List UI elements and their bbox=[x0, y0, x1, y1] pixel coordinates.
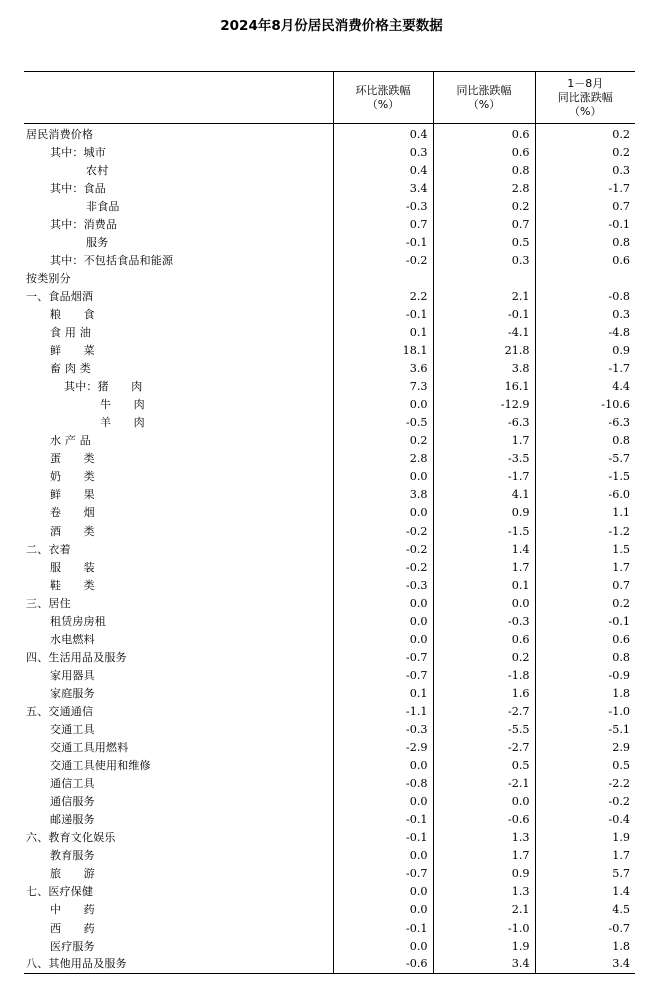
row-label: 按类别分 bbox=[26, 271, 71, 285]
cell-cumulative: 1.9 bbox=[535, 829, 635, 847]
table-row bbox=[24, 287, 635, 305]
cell-mom: -0.1 bbox=[333, 811, 433, 829]
table-row bbox=[24, 594, 635, 612]
cell-cumulative: 0.2 bbox=[535, 124, 635, 144]
row-label: 五、交通通信 bbox=[26, 704, 94, 718]
cell-cumulative: 0.8 bbox=[535, 233, 635, 251]
row-label: 八、其他用品及服务 bbox=[24, 955, 333, 973]
row-label: 教育服务 bbox=[50, 849, 95, 863]
cell-mom: -0.7 bbox=[333, 865, 433, 883]
cell-yoy: 0.6 bbox=[433, 143, 535, 161]
table-row bbox=[24, 360, 635, 378]
cell-yoy: 0.3 bbox=[433, 251, 535, 269]
table-row bbox=[24, 215, 635, 233]
row-label: 非食品 bbox=[86, 199, 120, 213]
table-row bbox=[24, 251, 635, 269]
cell-yoy: 0.2 bbox=[433, 648, 535, 666]
cell-yoy: -3.5 bbox=[433, 450, 535, 468]
cell-cumulative: -0.7 bbox=[535, 919, 635, 937]
row-label: 羊 肉 bbox=[100, 416, 145, 430]
cell-mom: 0.1 bbox=[333, 323, 433, 341]
row-label: 鲜 菜 bbox=[50, 344, 95, 358]
table-row bbox=[24, 576, 635, 594]
table-row bbox=[24, 558, 635, 576]
table-row bbox=[24, 468, 635, 486]
cell-mom: 0.1 bbox=[333, 684, 433, 702]
cell-mom: 0.0 bbox=[333, 883, 433, 901]
header-cumulative-unit: （%） bbox=[569, 104, 602, 118]
page-title: 2024年8月份居民消费价格主要数据 bbox=[220, 18, 443, 34]
cell-yoy: -1.0 bbox=[433, 919, 535, 937]
cell-cumulative: 4.5 bbox=[535, 901, 635, 919]
row-label: 食 用 油 bbox=[50, 325, 91, 339]
table-row bbox=[24, 486, 635, 504]
table-row bbox=[24, 233, 635, 251]
cell-cumulative: 5.7 bbox=[535, 865, 635, 883]
cell-mom: 0.2 bbox=[333, 432, 433, 450]
cell-yoy: -5.5 bbox=[433, 721, 535, 739]
cell-mom: -0.3 bbox=[333, 576, 433, 594]
row-label: 邮递服务 bbox=[50, 813, 95, 827]
table-row bbox=[24, 522, 635, 540]
row-label: 旅 游 bbox=[50, 867, 95, 881]
table-header-row bbox=[24, 72, 635, 124]
cell-yoy: 0.9 bbox=[433, 504, 535, 522]
cell-cumulative: 1.1 bbox=[535, 504, 635, 522]
cell-cumulative: -0.1 bbox=[535, 215, 635, 233]
table-row bbox=[24, 702, 635, 720]
table-row bbox=[24, 865, 635, 883]
table-row bbox=[24, 811, 635, 829]
table-row bbox=[24, 396, 635, 414]
cell-mom: 0.0 bbox=[333, 612, 433, 630]
cell-cumulative: 0.5 bbox=[535, 757, 635, 775]
cell-cumulative: -0.8 bbox=[535, 287, 635, 305]
cell-cumulative: 1.5 bbox=[535, 540, 635, 558]
row-label: 七、医疗保健 bbox=[26, 885, 94, 899]
table-row bbox=[24, 721, 635, 739]
table-row bbox=[24, 612, 635, 630]
cell-mom: 18.1 bbox=[333, 342, 433, 360]
cell-yoy: 0.6 bbox=[433, 124, 535, 144]
cell-mom: -2.9 bbox=[333, 739, 433, 757]
cell-mom: 0.3 bbox=[333, 143, 433, 161]
cell-cumulative: -2.2 bbox=[535, 775, 635, 793]
header-yoy-label: 同比涨跌幅 bbox=[456, 83, 512, 97]
table-row bbox=[24, 450, 635, 468]
table-row bbox=[24, 179, 635, 197]
cell-cumulative: -1.7 bbox=[535, 360, 635, 378]
cell-mom: -0.2 bbox=[333, 540, 433, 558]
cell-cumulative: 1.4 bbox=[535, 883, 635, 901]
row-label: 酒 类 bbox=[50, 524, 95, 538]
table-row bbox=[24, 269, 635, 287]
table-row bbox=[24, 919, 635, 937]
cell-cumulative: 1.8 bbox=[535, 937, 635, 955]
table-row bbox=[24, 666, 635, 684]
cell-yoy: 2.8 bbox=[433, 179, 535, 197]
cell-yoy: -1.7 bbox=[433, 468, 535, 486]
cell-cumulative: 0.8 bbox=[535, 432, 635, 450]
cell-yoy: -2.1 bbox=[433, 775, 535, 793]
row-label: 其中：城市 bbox=[50, 145, 106, 159]
cell-yoy: 0.8 bbox=[433, 161, 535, 179]
cell-mom bbox=[333, 269, 433, 287]
cell-mom: -0.7 bbox=[333, 666, 433, 684]
table-row bbox=[24, 378, 635, 396]
cell-yoy: 3.4 bbox=[433, 955, 535, 973]
table-row bbox=[24, 540, 635, 558]
row-label: 鲜 果 bbox=[50, 488, 95, 502]
cell-yoy: -1.8 bbox=[433, 666, 535, 684]
table-row bbox=[24, 197, 635, 215]
cell-mom: 0.0 bbox=[333, 396, 433, 414]
cell-yoy: -4.1 bbox=[433, 323, 535, 341]
cell-mom: -1.1 bbox=[333, 702, 433, 720]
cell-cumulative: 0.7 bbox=[535, 576, 635, 594]
cell-cumulative: -4.8 bbox=[535, 323, 635, 341]
cell-yoy: 1.3 bbox=[433, 829, 535, 847]
table-row bbox=[24, 143, 635, 161]
cell-mom: -0.1 bbox=[333, 829, 433, 847]
cell-mom: 3.6 bbox=[333, 360, 433, 378]
cell-yoy: -0.1 bbox=[433, 305, 535, 323]
cell-mom: -0.6 bbox=[333, 955, 433, 973]
cell-yoy: 0.0 bbox=[433, 594, 535, 612]
cell-yoy: 1.9 bbox=[433, 937, 535, 955]
cell-cumulative: 0.3 bbox=[535, 305, 635, 323]
table-row bbox=[24, 775, 635, 793]
cell-yoy: 21.8 bbox=[433, 342, 535, 360]
cell-mom: -0.5 bbox=[333, 414, 433, 432]
row-label: 居民消费价格 bbox=[26, 128, 94, 141]
cell-cumulative: 1.7 bbox=[535, 558, 635, 576]
cell-yoy: 16.1 bbox=[433, 378, 535, 396]
cell-yoy: 2.1 bbox=[433, 287, 535, 305]
cell-cumulative: -0.1 bbox=[535, 612, 635, 630]
row-label: 交通工具 bbox=[50, 723, 95, 737]
cell-mom: -0.1 bbox=[333, 919, 433, 937]
row-label: 其中：不包括食品和能源 bbox=[50, 253, 174, 267]
row-label: 中 药 bbox=[50, 903, 95, 917]
cell-yoy: -12.9 bbox=[433, 396, 535, 414]
cell-yoy: -2.7 bbox=[433, 739, 535, 757]
cell-cumulative: 4.4 bbox=[535, 378, 635, 396]
cell-mom: 0.7 bbox=[333, 215, 433, 233]
cell-mom: 0.0 bbox=[333, 594, 433, 612]
row-label: 通信工具 bbox=[50, 777, 95, 791]
cell-mom: -0.8 bbox=[333, 775, 433, 793]
cell-cumulative: 0.6 bbox=[535, 630, 635, 648]
header-mom-label: 环比涨跌幅 bbox=[355, 83, 411, 97]
table-row bbox=[24, 739, 635, 757]
cell-mom: 0.0 bbox=[333, 937, 433, 955]
header-yoy bbox=[433, 72, 535, 124]
cell-yoy: 1.6 bbox=[433, 684, 535, 702]
row-label: 其中：猪 肉 bbox=[64, 380, 143, 394]
table-row bbox=[24, 648, 635, 666]
table-row bbox=[24, 955, 635, 973]
cell-yoy: 2.1 bbox=[433, 901, 535, 919]
table-row bbox=[24, 630, 635, 648]
cell-mom: -0.1 bbox=[333, 233, 433, 251]
cell-mom: 3.8 bbox=[333, 486, 433, 504]
cell-cumulative: -0.9 bbox=[535, 666, 635, 684]
cell-cumulative: -1.0 bbox=[535, 702, 635, 720]
cell-mom: 0.4 bbox=[333, 161, 433, 179]
row-label: 租赁房房租 bbox=[50, 614, 106, 628]
cell-cumulative: -10.6 bbox=[535, 396, 635, 414]
table-row bbox=[24, 124, 635, 144]
cell-mom: 0.0 bbox=[333, 468, 433, 486]
header-mom bbox=[333, 72, 433, 124]
cell-mom: -0.2 bbox=[333, 251, 433, 269]
table-row bbox=[24, 305, 635, 323]
row-label: 服务 bbox=[86, 235, 109, 249]
cell-cumulative: -6.0 bbox=[535, 486, 635, 504]
cell-yoy: 0.5 bbox=[433, 757, 535, 775]
cell-cumulative: -6.3 bbox=[535, 414, 635, 432]
cell-yoy: -2.7 bbox=[433, 702, 535, 720]
table-row bbox=[24, 757, 635, 775]
table-row bbox=[24, 847, 635, 865]
header-mom-unit: （%） bbox=[366, 97, 400, 111]
table-row bbox=[24, 829, 635, 847]
cell-mom: -0.2 bbox=[333, 558, 433, 576]
row-label: 蛋 类 bbox=[50, 452, 95, 466]
row-label: 农村 bbox=[86, 163, 109, 177]
row-label: 医疗服务 bbox=[50, 939, 95, 953]
cell-mom: 0.0 bbox=[333, 901, 433, 919]
cell-yoy: 1.7 bbox=[433, 558, 535, 576]
cell-cumulative: 0.8 bbox=[535, 648, 635, 666]
cell-mom: 0.4 bbox=[333, 124, 433, 144]
cell-cumulative: 0.6 bbox=[535, 251, 635, 269]
table-row bbox=[24, 342, 635, 360]
table-row bbox=[24, 883, 635, 901]
cell-mom: -0.3 bbox=[333, 721, 433, 739]
row-label: 三、居住 bbox=[26, 596, 71, 610]
cell-mom: 0.0 bbox=[333, 630, 433, 648]
row-label: 其中：消费品 bbox=[50, 217, 118, 231]
cell-cumulative: -0.2 bbox=[535, 793, 635, 811]
header-yoy-unit: （%） bbox=[467, 97, 501, 111]
header-cumulative bbox=[535, 72, 635, 124]
cell-yoy: 1.3 bbox=[433, 883, 535, 901]
cell-cumulative: 0.3 bbox=[535, 161, 635, 179]
cell-cumulative: -5.7 bbox=[535, 450, 635, 468]
row-label: 畜 肉 类 bbox=[50, 362, 91, 376]
cell-cumulative bbox=[535, 269, 635, 287]
cell-mom: 0.0 bbox=[333, 793, 433, 811]
cell-cumulative: 3.4 bbox=[535, 955, 635, 973]
row-label: 粮 食 bbox=[50, 307, 95, 321]
row-label: 交通工具用燃料 bbox=[50, 741, 129, 755]
cell-yoy: 3.8 bbox=[433, 360, 535, 378]
cell-yoy: 1.7 bbox=[433, 432, 535, 450]
row-label: 鞋 类 bbox=[50, 578, 95, 592]
cell-mom: 3.4 bbox=[333, 179, 433, 197]
row-label: 二、衣着 bbox=[26, 542, 71, 556]
row-label: 服 装 bbox=[50, 560, 95, 574]
cell-yoy bbox=[433, 269, 535, 287]
row-label: 其中：食品 bbox=[50, 181, 106, 195]
table-body bbox=[24, 124, 635, 974]
cell-mom: 2.2 bbox=[333, 287, 433, 305]
row-label: 一、食品烟酒 bbox=[26, 289, 94, 303]
cell-yoy: 0.9 bbox=[433, 865, 535, 883]
header-cumulative-label: 同比涨跌幅 bbox=[557, 90, 613, 104]
row-label: 水 产 品 bbox=[50, 434, 91, 448]
cell-yoy: 0.6 bbox=[433, 630, 535, 648]
row-label: 六、教育文化娱乐 bbox=[26, 831, 116, 845]
cell-cumulative: -5.1 bbox=[535, 721, 635, 739]
cell-mom: 0.0 bbox=[333, 757, 433, 775]
header-cumulative-period: 1－8月 bbox=[567, 76, 604, 90]
row-label: 奶 类 bbox=[50, 470, 95, 484]
table-row bbox=[24, 432, 635, 450]
table-row bbox=[24, 937, 635, 955]
table-row bbox=[24, 901, 635, 919]
cell-yoy: 4.1 bbox=[433, 486, 535, 504]
header-category bbox=[24, 72, 333, 124]
cell-cumulative: 0.2 bbox=[535, 594, 635, 612]
cell-mom: -0.3 bbox=[333, 197, 433, 215]
row-label: 家庭服务 bbox=[50, 686, 95, 700]
cell-yoy: -0.6 bbox=[433, 811, 535, 829]
cell-yoy: -6.3 bbox=[433, 414, 535, 432]
cell-cumulative: -1.7 bbox=[535, 179, 635, 197]
cell-yoy: 0.5 bbox=[433, 233, 535, 251]
row-label: 通信服务 bbox=[50, 795, 95, 809]
cell-mom: 0.0 bbox=[333, 847, 433, 865]
cell-cumulative: -1.2 bbox=[535, 522, 635, 540]
table-row bbox=[24, 793, 635, 811]
cell-yoy: 0.2 bbox=[433, 197, 535, 215]
cell-yoy: 0.1 bbox=[433, 576, 535, 594]
table-row bbox=[24, 684, 635, 702]
cell-cumulative: 0.2 bbox=[535, 143, 635, 161]
row-label: 家用器具 bbox=[50, 668, 95, 682]
table-row bbox=[24, 323, 635, 341]
cpi-table bbox=[24, 71, 635, 974]
cell-cumulative: 2.9 bbox=[535, 739, 635, 757]
row-label: 卷 烟 bbox=[50, 506, 95, 520]
table-row bbox=[24, 161, 635, 179]
cell-yoy: 0.7 bbox=[433, 215, 535, 233]
cell-cumulative: -1.5 bbox=[535, 468, 635, 486]
cell-cumulative: 0.7 bbox=[535, 197, 635, 215]
cell-yoy: -0.3 bbox=[433, 612, 535, 630]
cell-yoy: 1.7 bbox=[433, 847, 535, 865]
row-label: 水电燃料 bbox=[50, 632, 95, 646]
cell-cumulative: 0.9 bbox=[535, 342, 635, 360]
row-label: 西 药 bbox=[50, 921, 95, 935]
cell-mom: 2.8 bbox=[333, 450, 433, 468]
cell-yoy: -1.5 bbox=[433, 522, 535, 540]
row-label: 四、生活用品及服务 bbox=[26, 650, 127, 664]
cell-mom: -0.1 bbox=[333, 305, 433, 323]
cell-mom: -0.7 bbox=[333, 648, 433, 666]
table-row bbox=[24, 504, 635, 522]
cell-yoy: 1.4 bbox=[433, 540, 535, 558]
cell-cumulative: 1.7 bbox=[535, 847, 635, 865]
cell-mom: 0.0 bbox=[333, 504, 433, 522]
row-label: 交通工具使用和维修 bbox=[50, 759, 151, 773]
cell-mom: -0.2 bbox=[333, 522, 433, 540]
cell-cumulative: -0.4 bbox=[535, 811, 635, 829]
cell-mom: 7.3 bbox=[333, 378, 433, 396]
table-row bbox=[24, 414, 635, 432]
cell-cumulative: 1.8 bbox=[535, 684, 635, 702]
cell-yoy: 0.0 bbox=[433, 793, 535, 811]
row-label: 牛 肉 bbox=[100, 398, 145, 412]
